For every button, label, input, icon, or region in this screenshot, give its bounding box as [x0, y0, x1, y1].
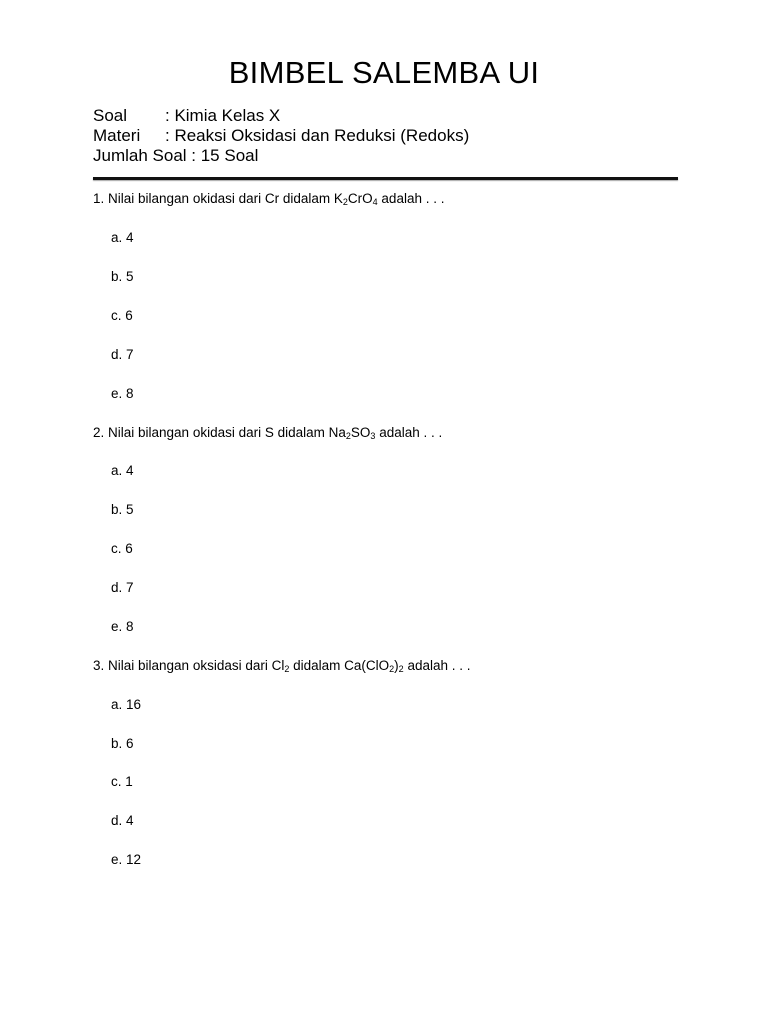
meta-key-soal: Soal	[93, 106, 128, 125]
option-3d: d. 4	[111, 813, 134, 828]
page-title: BIMBEL SALEMBA UI	[228, 55, 540, 90]
meta-value-jumlah: : 15 Soal	[186, 146, 259, 165]
meta-row-soal	[93, 106, 469, 126]
option-1e: e. 8	[111, 386, 134, 401]
meta-key-jumlah: Jumlah Soal	[93, 146, 187, 165]
question-1	[93, 191, 444, 206]
subscript: 2	[342, 197, 348, 207]
question-text: 1. Nilai bilangan okidasi dari Cr didalam K	[93, 191, 343, 206]
meta-value-soal: : Kimia Kelas X	[165, 106, 281, 125]
header-divider	[93, 177, 678, 180]
meta-value-materi: : Reaksi Oksidasi dan Reduksi (Redoks)	[165, 126, 470, 145]
option-1a: a. 4	[111, 230, 134, 245]
meta-row-materi	[93, 126, 469, 146]
option-3c: c. 1	[111, 774, 133, 789]
option-2c: c. 6	[111, 541, 133, 556]
question-text: adalah . . .	[403, 658, 471, 673]
option-2b: b. 5	[111, 502, 134, 517]
option-1c: c. 6	[111, 308, 133, 323]
subscript: 2	[389, 664, 395, 674]
option-3b: b. 6	[111, 736, 134, 751]
meta-key-materi: Materi	[93, 126, 141, 145]
subscript: 2	[398, 664, 404, 674]
question-2	[93, 425, 442, 440]
exam-info	[93, 106, 469, 166]
question-text: CrO	[347, 191, 373, 206]
option-2a: a. 4	[111, 463, 134, 478]
option-2e: e. 8	[111, 619, 134, 634]
option-1d: d. 7	[111, 347, 134, 362]
subscript: 2	[345, 431, 351, 441]
question-text: didalam Ca(ClO	[289, 658, 390, 673]
subscript: 3	[370, 431, 376, 441]
subscript: 4	[372, 197, 378, 207]
question-text: 2. Nilai bilangan okidasi dari S didalam Na	[93, 425, 346, 440]
question-text: adalah . . .	[377, 191, 445, 206]
option-1b: b. 5	[111, 269, 134, 284]
option-3a: a. 16	[111, 697, 142, 712]
question-3	[93, 658, 470, 673]
question-text: )	[394, 658, 399, 673]
question-text: adalah . . .	[375, 425, 443, 440]
question-text: SO	[350, 425, 371, 440]
option-3e: e. 12	[111, 852, 142, 867]
subscript: 2	[284, 664, 290, 674]
option-2d: d. 7	[111, 580, 134, 595]
meta-row-jumlah	[93, 146, 469, 166]
question-text: 3. Nilai bilangan oksidasi dari Cl	[93, 658, 285, 673]
